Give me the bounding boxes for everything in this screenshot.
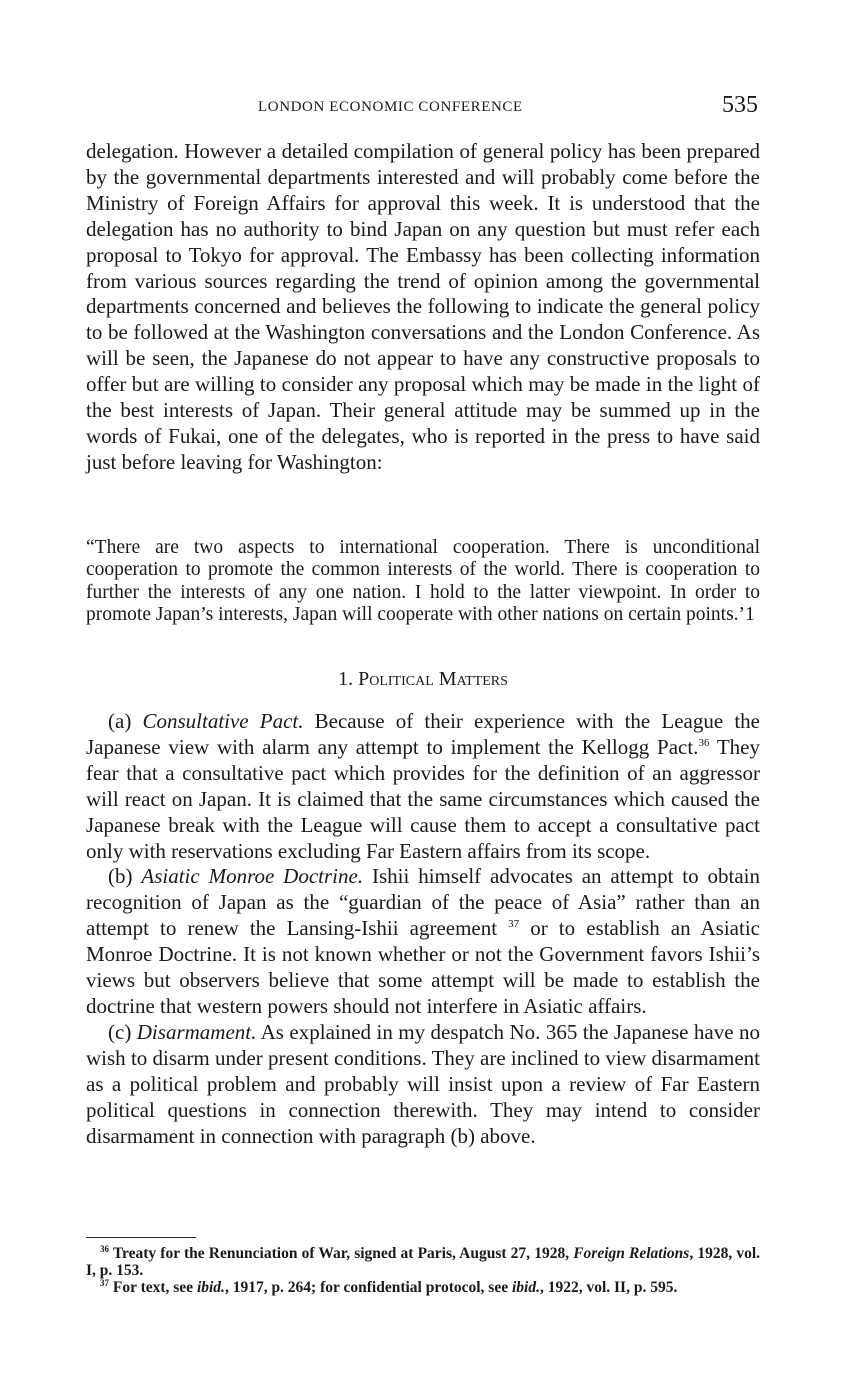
footnote-ref[interactable]: 37 xyxy=(508,918,520,931)
footnote-italic: ibid. xyxy=(196,1279,225,1296)
footnote-37 xyxy=(86,1277,760,1297)
opening-paragraph: delegation. However a detailed compilation of general policy has been prepared by the governmental departments interested and will probably come before the Ministry of Foreign Affairs for approval this week. It is understood that the delegation has no authority to bind Japan on any question but must refer each proposal to Tokyo for approval. The Embassy has been collecting information from various sources regarding the trend of opinion among the governmental departments concerned and believes the following to indicate the general policy to be followed at the Washington conversations and the London Conference. As will be seen, the Japanese do not appear to have any constructive proposals to offer but are willing to consider any proposal which may be made in the light of the best interests of Japan. Their general attitude may be summed up in the words of Fukai, one of the delegates, who is reported in the press to have said just before leaving for Washington: xyxy=(86,139,760,474)
section-number: 1. xyxy=(338,668,354,690)
section-title: Political Matters xyxy=(358,668,508,690)
subsection-label: (a) xyxy=(108,709,132,733)
subsection-a xyxy=(86,709,760,864)
section-heading xyxy=(86,668,760,691)
footnote-text: Treaty for the Renunciation of War, signed at Paris, August 27, 1928, xyxy=(109,1245,574,1262)
subsection-text: Ishii himself advocates an attempt to obtain recognition of Japan as the “guardian of the peace of Asia” rather than an attempt to renew the Lansing-Ishii agreement xyxy=(86,864,761,941)
subsection-title: Asiatic Monroe Doctrine. xyxy=(141,864,364,889)
subsection-title: Disarmament. xyxy=(136,1019,257,1044)
subsection-label: (c) xyxy=(108,1019,132,1044)
page-header xyxy=(86,92,760,122)
page-number: 535 xyxy=(722,92,758,118)
footnote-mark: 37 xyxy=(100,1277,109,1288)
footnote-ref[interactable]: 36 xyxy=(698,736,710,749)
running-head: LONDON ECONOMIC CONFERENCE xyxy=(258,99,523,115)
subsection-label: (b) xyxy=(108,864,133,889)
footnotes xyxy=(86,1243,761,1298)
subsection-text: Because of their experience with the League the Japanese view with alarm any attempt to implement the Kellogg Pact. xyxy=(86,709,760,759)
subsection-text: They fear that a consultative pact which provides for the definition of an aggressor will react on Japan. It is claimed that the same circumstances which caused the Japanese break with the League will cause them to accept a consultative pact only with reservations excluding Far Eastern affairs from its scope. xyxy=(86,734,760,863)
subsection-text: or to establish an Asiatic Monroe Doctrine. It is not known whether or not the Government favors Ishii’s views but observers believe that some attempt will be made to establish the doctrine that western powers should not interfere in Asiatic affairs. xyxy=(86,916,760,1018)
footnote-text: For text, see xyxy=(109,1279,197,1296)
block-quote xyxy=(86,537,760,627)
subsection-text: (b) above. xyxy=(450,1123,536,1148)
footnote-text: , 1928, vol. I, p. 153. xyxy=(86,1245,761,1279)
subsections xyxy=(86,709,760,1149)
quote-text: “There are two aspects to international cooperation. There is unconditional cooperation to promote the common interests of the world. There is cooperation to further the interests of any one nation. I hold to the latter viewpoint. In order to promote Japan’s interests, Japan will cooperate with other nations on certain points.’1 xyxy=(86,537,760,626)
subsection-c xyxy=(86,1020,760,1150)
footnote-text: , 1922, vol. II, p. 595. xyxy=(539,1279,678,1296)
footnote-text: , 1917, p. 264; for confidential protocol, see xyxy=(224,1279,512,1296)
footnote-italic: Foreign Relations xyxy=(573,1245,690,1262)
subsection-text: As explained in my despatch No. 365 the Japanese have no wish to disarm under present conditions. They are inclined to view disarmament as a political problem and probably will insist upon a review of Far Eastern political questions in connection therewith. They may intend to consider disarmament in connection with paragraph xyxy=(86,1019,761,1148)
footnote-italic: ibid. xyxy=(511,1279,540,1296)
subsection-title: Consultative Pact. xyxy=(142,709,304,733)
footnote-36 xyxy=(86,1243,761,1279)
subsection-b xyxy=(86,864,760,1019)
footnote-divider xyxy=(86,1237,196,1238)
main-text xyxy=(86,139,760,476)
footnote-mark: 36 xyxy=(100,1243,109,1254)
